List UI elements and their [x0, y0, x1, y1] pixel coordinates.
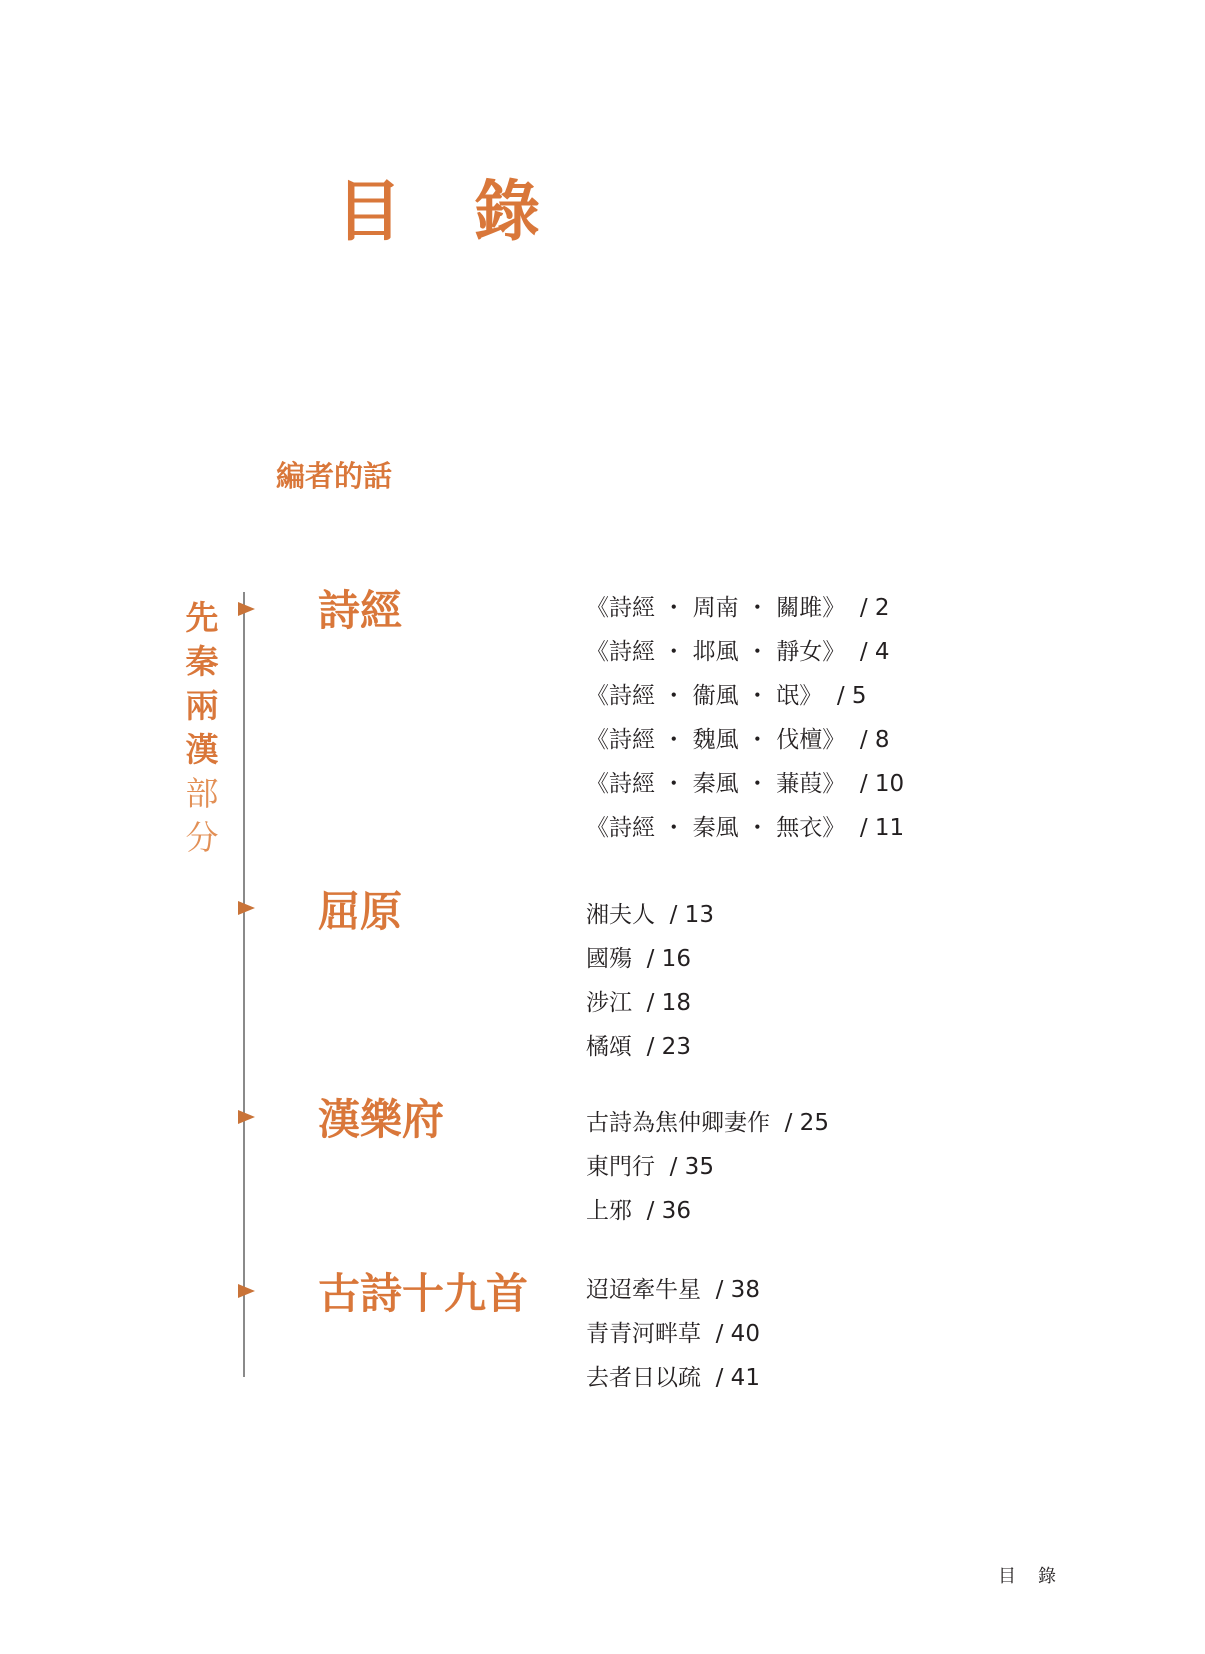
foreword-heading[interactable]: 編者的話 — [276, 459, 393, 493]
era-char: 秦 — [185, 642, 219, 681]
section-entries-quyuan — [586, 893, 714, 1069]
toc-entry[interactable]: 去者日以疏 / 41 — [586, 1365, 760, 1391]
toc-entry[interactable]: 東門行 / 35 — [586, 1154, 714, 1180]
era-char: 分 — [185, 818, 219, 857]
toc-entry[interactable]: 《詩經 ・ 秦風 ・ 無衣》 / 11 — [586, 815, 905, 841]
era-char: 漢 — [185, 730, 219, 769]
footer-char-2: 錄 — [1038, 1566, 1056, 1587]
toc-entry[interactable]: 《詩經 ・ 衞風 ・ 氓》 / 5 — [586, 683, 867, 709]
title-char-1: 目 — [336, 172, 402, 250]
toc-entry[interactable]: 《詩經 ・ 周南 ・ 關雎》 / 2 — [586, 595, 890, 621]
era-label — [180, 596, 224, 860]
toc-entry[interactable]: 國殤 / 16 — [586, 946, 691, 972]
toc-entry[interactable]: 古詩為焦仲卿妻作 / 25 — [586, 1110, 829, 1136]
section-arrow-icon — [238, 901, 255, 915]
section-arrow-icon — [238, 1284, 255, 1298]
toc-entry[interactable]: 青青河畔草 / 40 — [586, 1321, 760, 1347]
section-title-hanyuefu[interactable]: 漢樂府 — [318, 1095, 445, 1144]
toc-entry[interactable]: 橘頌 / 23 — [586, 1034, 691, 1060]
section-title-quyuan[interactable]: 屈原 — [318, 887, 403, 936]
section-arrow-icon — [238, 602, 255, 616]
era-char: 部 — [185, 774, 219, 813]
section-entries-gushi — [586, 1268, 760, 1400]
timeline-divider — [243, 592, 245, 1377]
title-char-2: 錄 — [474, 172, 540, 250]
era-char: 先 — [185, 598, 219, 637]
section-entries-shijing — [586, 586, 904, 850]
section-title-gushi[interactable]: 古詩十九首 — [318, 1269, 529, 1318]
section-title-shijing[interactable]: 詩經 — [318, 586, 403, 635]
page-title — [336, 172, 540, 250]
toc-entry[interactable]: 《詩經 ・ 邶風 ・ 靜女》 / 4 — [586, 639, 890, 665]
toc-entry[interactable]: 上邪 / 36 — [586, 1198, 691, 1224]
toc-entry[interactable]: 湘夫人 / 13 — [586, 902, 714, 928]
section-entries-hanyuefu — [586, 1101, 829, 1233]
toc-entry[interactable]: 涉江 / 18 — [586, 990, 691, 1016]
toc-entry[interactable]: 《詩經 ・ 秦風 ・ 蒹葭》 / 10 — [586, 771, 905, 797]
toc-entry[interactable]: 《詩經 ・ 魏風 ・ 伐檀》 / 8 — [586, 727, 890, 753]
section-arrow-icon — [238, 1110, 255, 1124]
running-footer — [998, 1562, 1056, 1588]
toc-entry[interactable]: 迢迢牽牛星 / 38 — [586, 1277, 760, 1303]
footer-char-1: 目 — [998, 1566, 1016, 1587]
era-char: 兩 — [185, 686, 219, 725]
